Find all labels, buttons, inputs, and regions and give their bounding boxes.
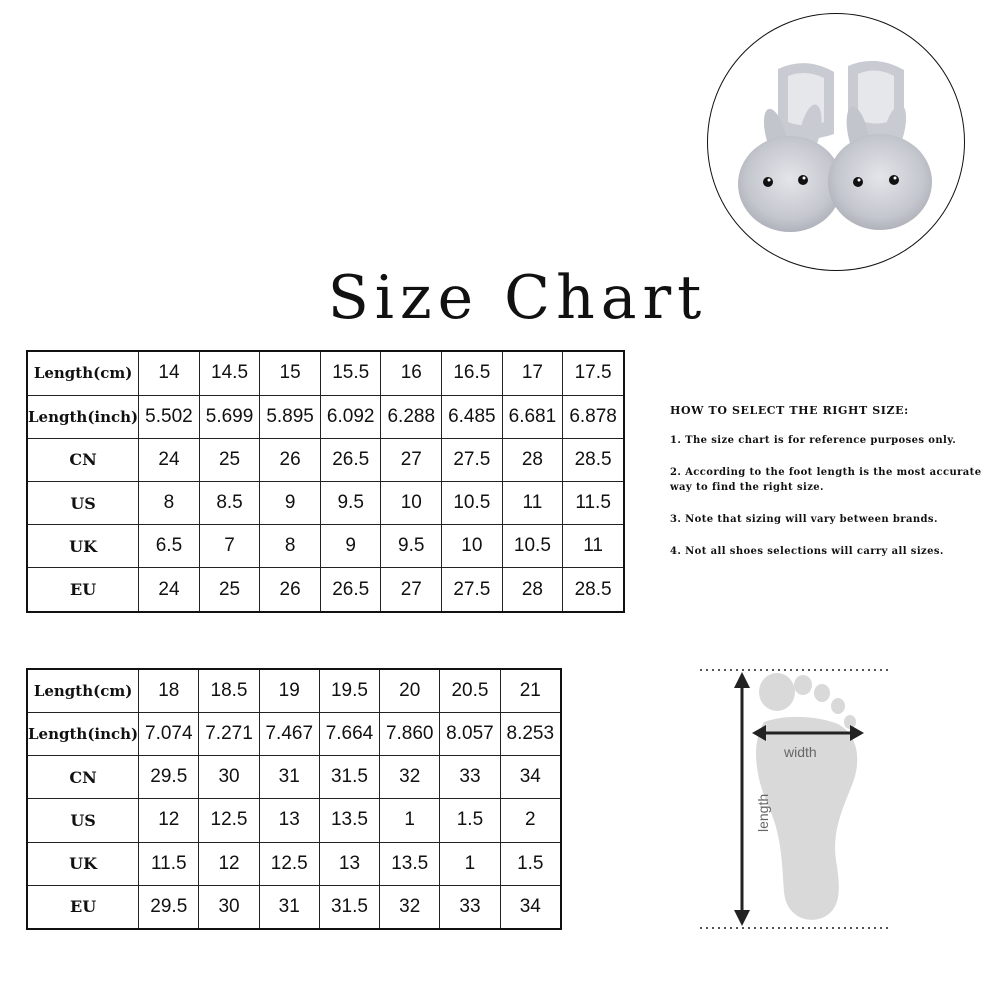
table-cell: 13	[319, 842, 379, 885]
instruction-note: 4. Not all shoes selections will carry all sizes.	[670, 546, 944, 557]
table-row	[27, 525, 624, 568]
table-cell: 7.860	[380, 713, 440, 756]
row-label: Length(cm)	[27, 351, 139, 395]
product-photo	[707, 13, 965, 271]
table-cell: 32	[380, 756, 440, 799]
row-label: Length(inch)	[27, 713, 139, 756]
width-label: width	[784, 744, 817, 760]
instruction-note: 3. Note that sizing will vary between brands.	[670, 514, 938, 525]
table-cell: 29.5	[139, 885, 199, 929]
table-cell: 7.271	[199, 713, 259, 756]
size-instructions	[670, 404, 990, 576]
instructions-heading: HOW TO SELECT THE RIGHT SIZE:	[670, 404, 909, 417]
row-label: Length(cm)	[27, 669, 139, 713]
row-label: CN	[27, 756, 139, 799]
table-cell: 20.5	[440, 669, 500, 713]
table-cell: 9	[260, 481, 321, 524]
table-cell: 8.5	[199, 481, 260, 524]
table-cell: 27.5	[442, 568, 503, 612]
table-cell: 8.253	[500, 713, 561, 756]
page-title: Size Chart	[327, 263, 708, 333]
table-cell: 2	[500, 799, 561, 842]
table-cell: 8.057	[440, 713, 500, 756]
table-cell: 5.699	[199, 395, 260, 438]
table-cell: 9.5	[320, 481, 381, 524]
table-cell: 20	[380, 669, 440, 713]
table-cell: 12	[139, 799, 199, 842]
table-cell: 26	[260, 568, 321, 612]
table-cell: 7	[199, 525, 260, 568]
table-row	[27, 481, 624, 524]
table-cell: 14.5	[199, 351, 260, 395]
row-label: CN	[27, 438, 139, 481]
table-cell: 34	[500, 756, 561, 799]
table-cell: 14	[139, 351, 200, 395]
table-cell: 29.5	[139, 756, 199, 799]
table-cell: 6.878	[563, 395, 624, 438]
left-slipper	[738, 63, 842, 232]
table-cell: 12.5	[199, 799, 259, 842]
table-cell: 15	[260, 351, 321, 395]
table-row	[27, 756, 561, 799]
table-cell: 33	[440, 756, 500, 799]
size-table-1-body	[27, 351, 624, 612]
table-cell: 16.5	[442, 351, 503, 395]
table-cell: 7.074	[139, 713, 199, 756]
size-table-2	[26, 668, 562, 930]
instruction-note: 1. The size chart is for reference purposes only.	[670, 435, 957, 446]
table-cell: 6.485	[442, 395, 503, 438]
table-row	[27, 351, 624, 395]
table-row	[27, 395, 624, 438]
table-cell: 11.5	[563, 481, 624, 524]
table-row	[27, 799, 561, 842]
row-label: UK	[27, 842, 139, 885]
table-cell: 16	[381, 351, 442, 395]
table-cell: 7.467	[259, 713, 319, 756]
table-cell: 17	[502, 351, 563, 395]
row-label: EU	[27, 885, 139, 929]
table-cell: 27.5	[442, 438, 503, 481]
table-cell: 9.5	[381, 525, 442, 568]
size-table-1	[26, 350, 625, 613]
table-cell: 31.5	[319, 756, 379, 799]
table-cell: 11.5	[139, 842, 199, 885]
table-cell: 11	[502, 481, 563, 524]
table-cell: 1.5	[440, 799, 500, 842]
row-label: EU	[27, 568, 139, 612]
table-cell: 12.5	[259, 842, 319, 885]
table-cell: 5.895	[260, 395, 321, 438]
table-cell: 1	[380, 799, 440, 842]
table-cell: 28.5	[563, 438, 624, 481]
table-cell: 28.5	[563, 568, 624, 612]
table-cell: 10	[381, 481, 442, 524]
table-row	[27, 669, 561, 713]
table-cell: 18	[139, 669, 199, 713]
instruction-note: 2. According to the foot length is the most accurate way to find the right size.	[670, 467, 982, 493]
foot-icon	[756, 673, 857, 920]
table-cell: 31.5	[319, 885, 379, 929]
table-cell: 19	[259, 669, 319, 713]
table-cell: 7.664	[319, 713, 379, 756]
table-cell: 26	[260, 438, 321, 481]
table-cell: 19.5	[319, 669, 379, 713]
table-cell: 26.5	[320, 438, 381, 481]
table-row	[27, 885, 561, 929]
table-cell: 18.5	[199, 669, 259, 713]
bunny-slippers-image	[708, 14, 964, 270]
table-cell: 15.5	[320, 351, 381, 395]
table-cell: 30	[199, 885, 259, 929]
table-cell: 10.5	[502, 525, 563, 568]
size-table-2-body	[27, 669, 561, 929]
table-row	[27, 438, 624, 481]
table-cell: 13.5	[319, 799, 379, 842]
table-cell: 1	[440, 842, 500, 885]
table-cell: 11	[563, 525, 624, 568]
table-row	[27, 568, 624, 612]
table-cell: 34	[500, 885, 561, 929]
right-slipper	[828, 61, 932, 230]
table-cell: 32	[380, 885, 440, 929]
table-cell: 8	[260, 525, 321, 568]
table-cell: 25	[199, 568, 260, 612]
table-cell: 1.5	[500, 842, 561, 885]
row-label: UK	[27, 525, 139, 568]
table-cell: 26.5	[320, 568, 381, 612]
table-cell: 24	[139, 438, 200, 481]
table-cell: 28	[502, 438, 563, 481]
table-cell: 13	[259, 799, 319, 842]
table-cell: 25	[199, 438, 260, 481]
table-cell: 8	[139, 481, 200, 524]
table-cell: 9	[320, 525, 381, 568]
table-cell: 27	[381, 568, 442, 612]
table-cell: 5.502	[139, 395, 200, 438]
table-cell: 6.288	[381, 395, 442, 438]
table-cell: 31	[259, 885, 319, 929]
table-cell: 6.092	[320, 395, 381, 438]
table-cell: 6.5	[139, 525, 200, 568]
table-cell: 17.5	[563, 351, 624, 395]
length-label: length	[755, 793, 771, 832]
table-row	[27, 842, 561, 885]
table-cell: 21	[500, 669, 561, 713]
table-cell: 13.5	[380, 842, 440, 885]
table-cell: 10	[442, 525, 503, 568]
table-cell: 10.5	[442, 481, 503, 524]
row-label: US	[27, 481, 139, 524]
table-cell: 31	[259, 756, 319, 799]
table-cell: 6.681	[502, 395, 563, 438]
table-cell: 12	[199, 842, 259, 885]
table-cell: 33	[440, 885, 500, 929]
table-cell: 28	[502, 568, 563, 612]
table-cell: 27	[381, 438, 442, 481]
row-label: Length(inch)	[27, 395, 139, 438]
table-cell: 30	[199, 756, 259, 799]
row-label: US	[27, 799, 139, 842]
table-row	[27, 713, 561, 756]
table-cell: 24	[139, 568, 200, 612]
foot-measurement-diagram	[690, 660, 900, 940]
